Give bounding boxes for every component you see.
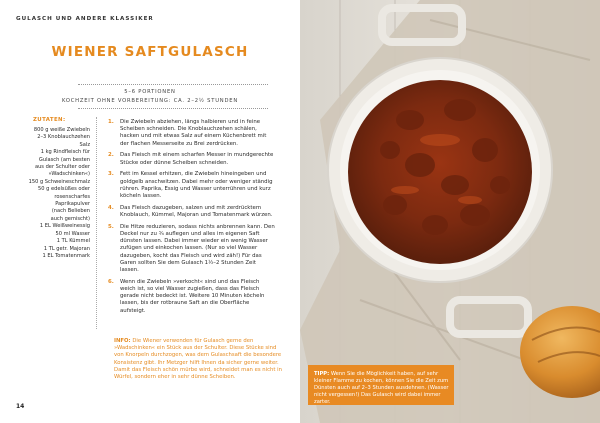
ingredient-item: 1 kg Rindfleisch für Gulasch (am besten aus der Schulter oder »Wadschinken«) xyxy=(34,149,90,178)
info-text: Die Wiener verwenden für Gulasch gerne den »Wadschinken« ein Stück aus der Schulter. Diese Stücke sind von Knorpeln durchzogen, was dem Gulaschsaft die besondere Konsistenz gibt. Ihr Metzger hilft Ihnen da sicher gerne weiter. Damit das Fleisch schön mürbe wird, schneidet man es nicht in Würfel, sondern eher in sehr dünne Scheiben. xyxy=(114,338,282,381)
ingredients-list xyxy=(16,127,90,260)
ingredients-heading: ZUTATEN: xyxy=(33,117,66,123)
ingredient-item: 50 g edelsüßes oder rosenscharfes Paprikapulver (nach Belieben auch gemischt) xyxy=(38,186,90,222)
step-text: Die Zwiebeln abziehen, längs halbieren und in feine Scheiben schneiden. Die Knoblauchzehen schälen, hacken und mit etwas Salz auf einem Küchenbrett mit der flachen Messerseite zu Brei zerdrücken. xyxy=(120,119,267,147)
ingredient-item: Salz xyxy=(79,141,90,148)
step-number: 5. xyxy=(108,223,114,230)
ingredient-item: 1 TL Kümmel xyxy=(56,238,90,245)
method-step xyxy=(108,119,276,148)
info-label: INFO: xyxy=(114,338,131,344)
step-text: Das Fleisch mit einem scharfen Messer in mundgerechte Stücke oder dünne Scheiben schneiden. xyxy=(120,152,274,166)
ingredient-item: 1 TL getr. Majoran xyxy=(43,245,90,252)
step-text: Das Fleisch dazugeben, salzen und mit zerdrücktem Knoblauch, Kümmel, Majoran und Tomatenmark würzen. xyxy=(120,204,273,219)
ingredient-item: 1 EL Tomatenmark xyxy=(42,252,90,259)
method-step xyxy=(108,279,276,315)
divider xyxy=(78,84,268,85)
ingredient-item: 2–3 Knoblauchzehen xyxy=(37,134,90,141)
step-text: Fett im Kessel erhitzen, die Zwiebeln hineingeben und goldgelb anschwitzen. Dabei mehr oder weniger ständig rühren. Paprika, Essig und Wasser unterrühren und kurz köcheln lassen. xyxy=(120,171,273,200)
cooking-time: KOCHZEIT OHNE VORBEREITUNG: CA. 2–2½ STUNDEN xyxy=(61,98,239,104)
ingredient-item: 800 g weiße Zwiebeln xyxy=(33,127,90,133)
step-number: 2. xyxy=(108,152,114,159)
ingredient-item: 1 EL Weißweinessig xyxy=(39,223,90,230)
portions: 5–6 PORTIONEN xyxy=(124,89,176,95)
step-text: Wenn die Zwiebeln »verkocht« sind und das Fleisch weich ist, so viel Wasser zugießen, dass das Fleisch gerade nicht bedeckt ist. Weitere 10 Minuten köcheln lassen, bis der rotbraune Saft an die Oberfläche aufsteigt. xyxy=(120,278,265,314)
column-divider xyxy=(96,117,97,329)
running-head: GULASCH UND ANDERE KLASSIKER xyxy=(16,16,154,22)
step-number: 3. xyxy=(108,171,114,178)
gulasch-photo xyxy=(300,0,600,423)
step-number: 4. xyxy=(108,204,114,211)
recipe-title: WIENER SAFTGULASCH xyxy=(51,44,249,60)
ingredient-item: 150 g Schweineschmalz xyxy=(28,178,90,185)
gulasch xyxy=(348,80,532,264)
step-text: Die Hitze reduzieren, sodass nichts anbrennen kann. Den Deckel nur zu ¾ auflegen und alles im eigenen Saft dünsten lassen. Dabei immer wieder ein wenig Wasser zufügen und einkochen lassen. (Nur so viel Wasser dazugeben, kocht das Fleisch und wird zäh!) Für das Garen sollten Sie dem Gulasch 1½–2 Stunden Zeit lassen. xyxy=(120,223,275,274)
step-number: 6. xyxy=(108,278,114,285)
info-box xyxy=(114,338,282,381)
page-number: 14 xyxy=(16,403,25,410)
tip-text xyxy=(314,371,452,406)
tip-label: TIPP: xyxy=(314,371,330,377)
tip-body: Wenn Sie die Möglichkeit haben, auf sehr kleiner Flamme zu kochen, können Sie die Zeit zum Dünsten auch auf 2–3 Stunden ausdehnen. (Wasser nicht vergessen!) Das Gulasch wird dabei immer zarter. xyxy=(314,371,449,406)
step-number: 1. xyxy=(108,119,114,125)
divider xyxy=(78,108,268,109)
method-step xyxy=(108,171,276,200)
method-step xyxy=(108,224,276,274)
method-step xyxy=(108,152,276,166)
right-page xyxy=(300,0,600,423)
method-step xyxy=(108,205,276,219)
ingredient-item: 50 ml Wasser xyxy=(55,230,90,237)
method-steps xyxy=(108,119,276,319)
